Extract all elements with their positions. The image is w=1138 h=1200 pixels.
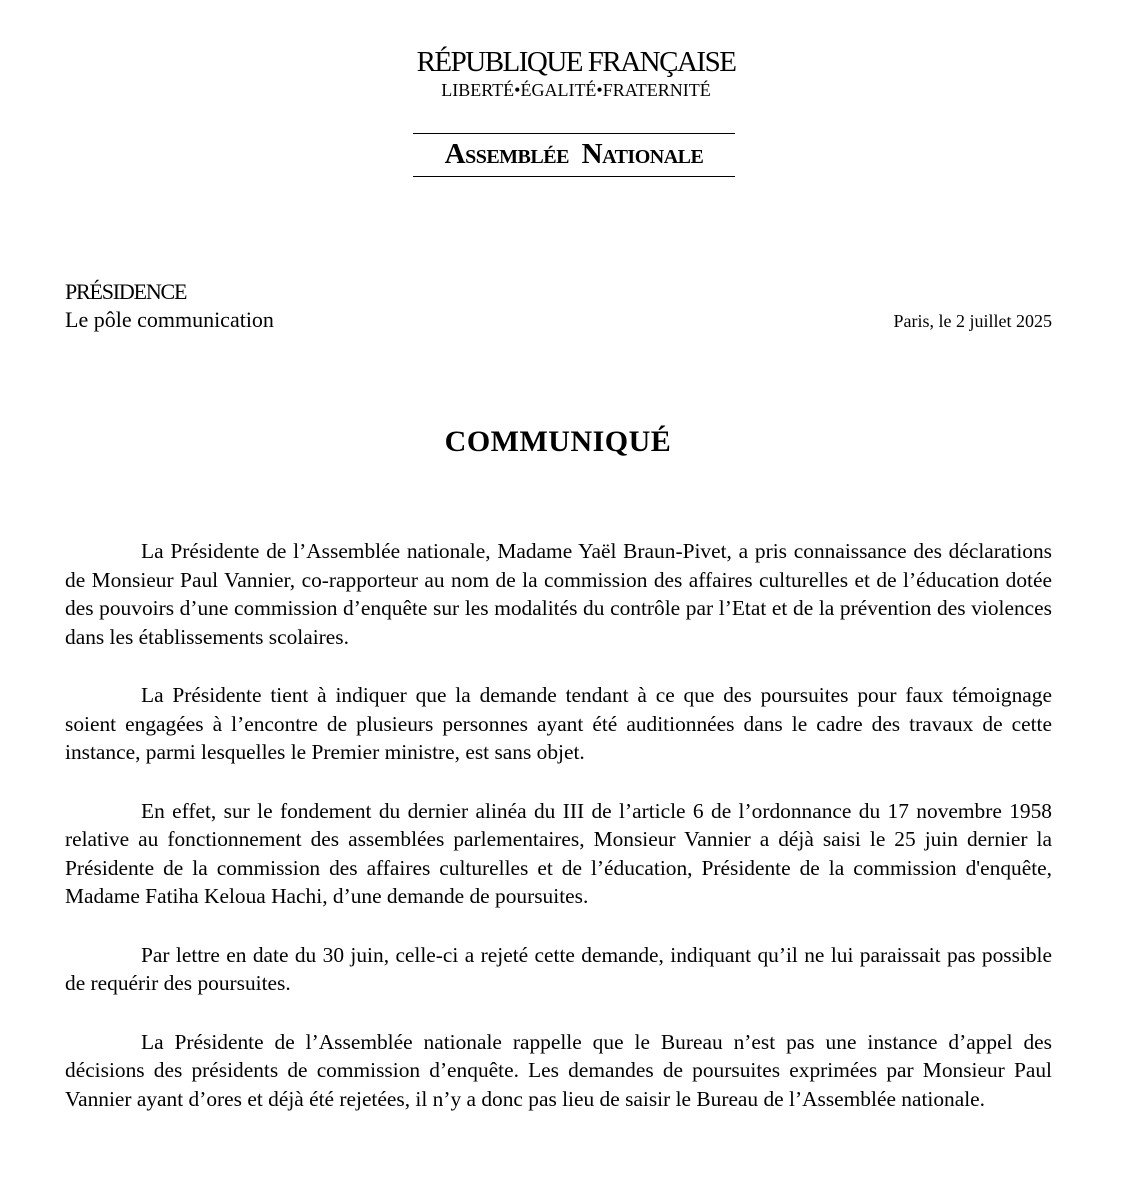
institution-header <box>413 133 735 177</box>
institution-name: Assemblée Nationale <box>444 138 704 170</box>
document-body <box>65 537 1052 1143</box>
paragraph: En effet, sur le fondement du dernier alinéa du III de l’article 6 de l’ordonnance du 17 novembre 1958 relative au fonctionnement des assemblées parlementaires, Monsieur Vannier a déjà saisi le 25 juin dernier la Présidente de la commission des affaires culturelles et de l’éducation, Présidente de la commission d'enquête, Madame Fatiha Keloua Hachi, d’une demande de poursuites. <box>65 798 1052 908</box>
republic-title: RÉPUBLIQUE FRANÇAISE <box>416 46 736 78</box>
sender-block <box>65 278 274 334</box>
sender-unit: Le pôle communication <box>65 307 274 332</box>
paragraph: Par lettre en date du 30 juin, celle-ci a rejeté cette demande, indiquant qu’il ne lui paraissait pas possible de requérir des poursuites. <box>65 942 1052 995</box>
paragraph: La Présidente de l’Assemblée nationale rappelle que le Bureau n’est pas une instance d’appel des décisions des présidents de commission d’enquête. Les demandes de poursuites exprimées par Monsieur Paul Vannier ayant d’ores et déjà été rejetées, il n’y a donc pas lieu de saisir le Bureau de l’Assemblée nationale. <box>65 1029 1052 1111</box>
sender-department: PRÉSIDENCE <box>65 279 187 304</box>
paragraph: La Présidente tient à indiquer que la demande tendant à ce que des poursuites pour faux témoignage soient engagées à l’encontre de plusieurs personnes ayant été auditionnées dans le cadre des travaux de cette instance, parmi lesquelles le Premier ministre, est sans objet. <box>65 683 1052 764</box>
republic-motto: LIBERTÉ•ÉGALITÉ•FRATERNITÉ <box>441 80 711 100</box>
document-title: COMMUNIQUÉ <box>444 425 672 458</box>
document-date: Paris, le 2 juillet 2025 <box>893 311 1052 331</box>
paragraph: La Présidente de l’Assemblée nationale, Madame Yaël Braun-Pivet, a pris connaissance des déclarations de Monsieur Paul Vannier, co-rapporteur au nom de la commission des affaires culturelles et de l’éducation dotée des pouvoirs d’une commission d’enquête sur les modalités du contrôle par l’Etat et de la prévention des violences dans les établissements scolaires. <box>65 539 1052 649</box>
